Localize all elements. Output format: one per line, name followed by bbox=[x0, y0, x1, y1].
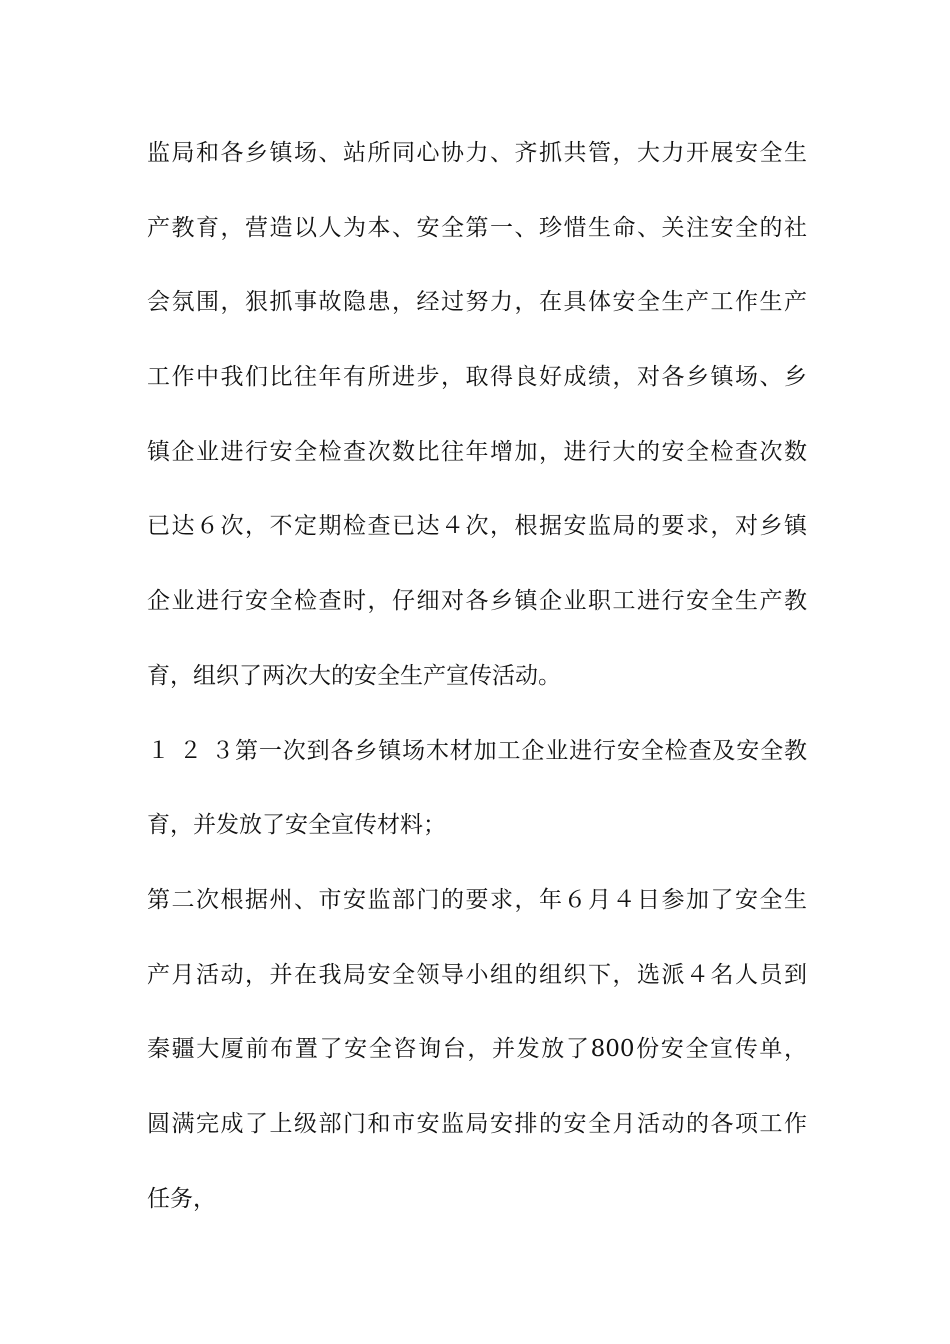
text-line: 监局和各乡镇场、站所同心协力、齐抓共管，大力开展安全生 bbox=[147, 140, 807, 166]
text-line: 秦疆大厦前布置了安全咨询台，并发放了800份安全宣传单， bbox=[147, 1036, 807, 1063]
text-line: 任务， bbox=[147, 1185, 216, 1212]
text-line: 育，组织了两次大的安全生产宣传活动。 bbox=[147, 662, 561, 689]
text-line: 育，并发放了安全宣传材料； bbox=[147, 812, 446, 839]
text-line: 会氛围，狠抓事故隐患，经过努力，在具体安全生产工作生产 bbox=[147, 289, 807, 316]
text-line: 圆满完成了上级部门和市安监局安排的安全月活动的各项工作 bbox=[147, 1110, 807, 1137]
text-line: 企业进行安全检查时，仔细对各乡镇企业职工进行安全生产教 bbox=[147, 588, 807, 615]
text-line: 产教育，营造以人为本、安全第一、珍惜生命、关注安全的社 bbox=[147, 214, 807, 241]
text-line: 产月活动，并在我局安全领导小组的组织下，选派４名人员到 bbox=[147, 961, 807, 988]
text-line: 第二次根据州、市安监部门的要求，年６月４日参加了安全生 bbox=[147, 886, 807, 913]
body-text bbox=[147, 133, 807, 1253]
text-line: 已达６次，不定期检查已达４次，根据安监局的要求，对乡镇 bbox=[147, 513, 807, 540]
text-line: 工作中我们比往年有所进步，取得良好成绩，对各乡镇场、乡 bbox=[147, 364, 807, 391]
text-line: １ ２ ３第一次到各乡镇场木材加工企业进行安全检查及安全教 bbox=[147, 737, 807, 764]
text-line: 镇企业进行安全检查次数比往年增加，进行大的安全检查次数 bbox=[147, 438, 807, 465]
